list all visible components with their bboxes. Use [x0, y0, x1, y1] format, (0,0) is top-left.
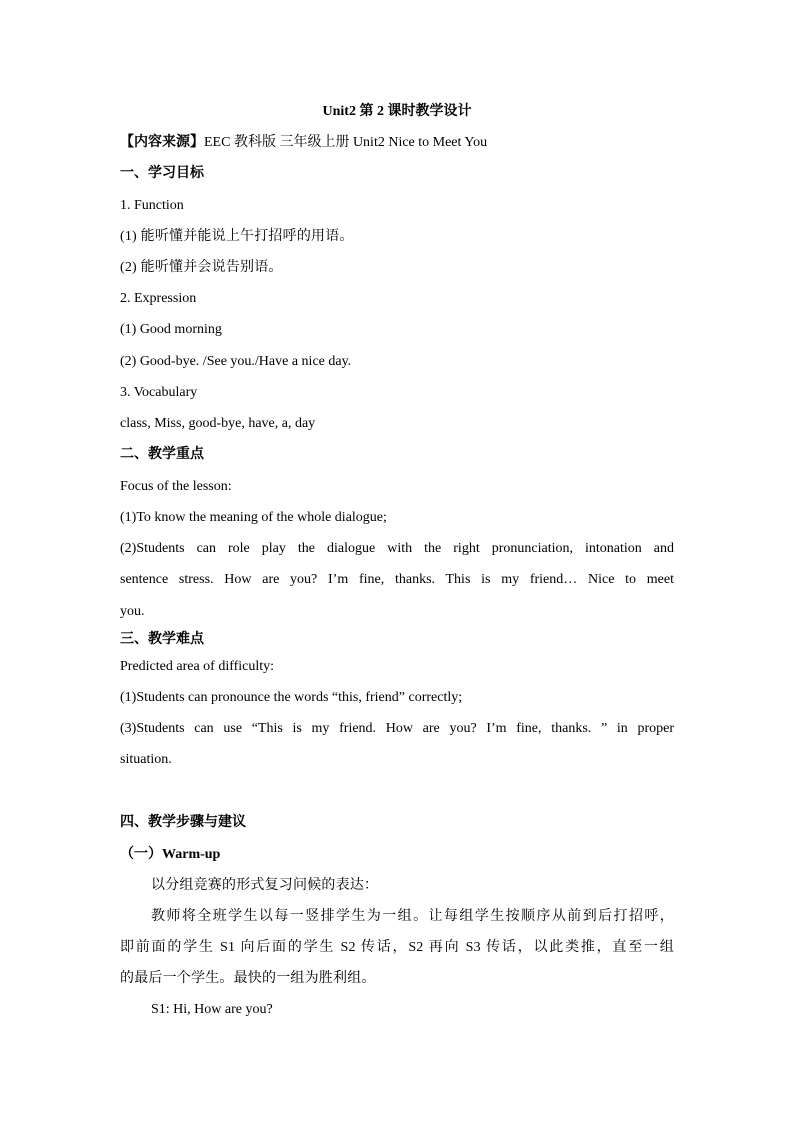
warmup-dialog-line-1: S1: Hi, How are you? — [151, 1002, 273, 1017]
section-heading-focus: 二、教学重点 — [120, 447, 204, 462]
objective-function-label: 1. Function — [120, 198, 184, 213]
section-heading-objectives: 一、学习目标 — [120, 166, 204, 181]
difficulty-item-1: (1)Students can pronounce the words “this, friend” correctly; — [120, 690, 463, 705]
focus-item-2-line-3: you. — [120, 604, 145, 619]
objective-vocabulary-label: 3. Vocabulary — [120, 385, 198, 400]
objective-function-item-1: (1) 能听懂并能说上午打招呼的用语。 — [120, 229, 354, 244]
warmup-paragraph-2-line-3: 的最后一个学生。最快的一组为胜利组。 — [120, 971, 376, 986]
focus-item-2-line-2: sentence stress. How are you? I’m fine, thanks. This is my friend… Nice to meet — [120, 572, 674, 587]
section-heading-difficulty: 三、教学难点 — [120, 632, 204, 647]
content-source-line — [120, 133, 487, 153]
steps-subheading-warmup: （一）Warm-up — [120, 847, 221, 862]
warmup-paragraph-2-line-2: 即前面的学生 S1 向后面的学生 S2 传话，S2 再向 S3 传话，以此类推，直至一组 — [120, 940, 674, 955]
objective-expression-item-2: (2) Good-bye. /See you./Have a nice day. — [120, 354, 352, 369]
section-heading-steps: 四、教学步骤与建议 — [120, 815, 246, 830]
focus-item-1: (1)To know the meaning of the whole dialogue; — [120, 510, 387, 525]
document-title: Unit2 第 2 课时教学设计 — [322, 104, 472, 119]
warmup-paragraph-1: 以分组竞赛的形式复习问候的表达： — [151, 878, 379, 893]
difficulty-item-3-line-2: situation. — [120, 752, 172, 767]
content-source-label: 【内容来源】 — [120, 135, 204, 150]
warmup-paragraph-2-line-1: 教师将全班学生以每一竖排学生为一组。让每组学生按顺序从前到后打招呼， — [151, 909, 674, 924]
objective-expression-label: 2. Expression — [120, 291, 197, 306]
objective-vocabulary-words: class, Miss, good-bye, have, a, day — [120, 416, 316, 431]
focus-item-2-line-1: (2)Students can role play the dialogue with the right pronunciation, intonation and — [120, 541, 674, 556]
focus-intro: Focus of the lesson: — [120, 479, 232, 494]
objective-function-item-2: (2) 能听懂并会说告别语。 — [120, 260, 283, 275]
objective-expression-item-1: (1) Good morning — [120, 322, 222, 337]
content-source-text: EEC 教科版 三年级上册 Unit2 Nice to Meet You — [204, 135, 488, 150]
difficulty-item-3-line-1: (3)Students can use “This is my friend. How are you? I’m fine, thanks. ” in proper — [120, 721, 674, 736]
difficulty-intro: Predicted area of difficulty: — [120, 659, 275, 674]
